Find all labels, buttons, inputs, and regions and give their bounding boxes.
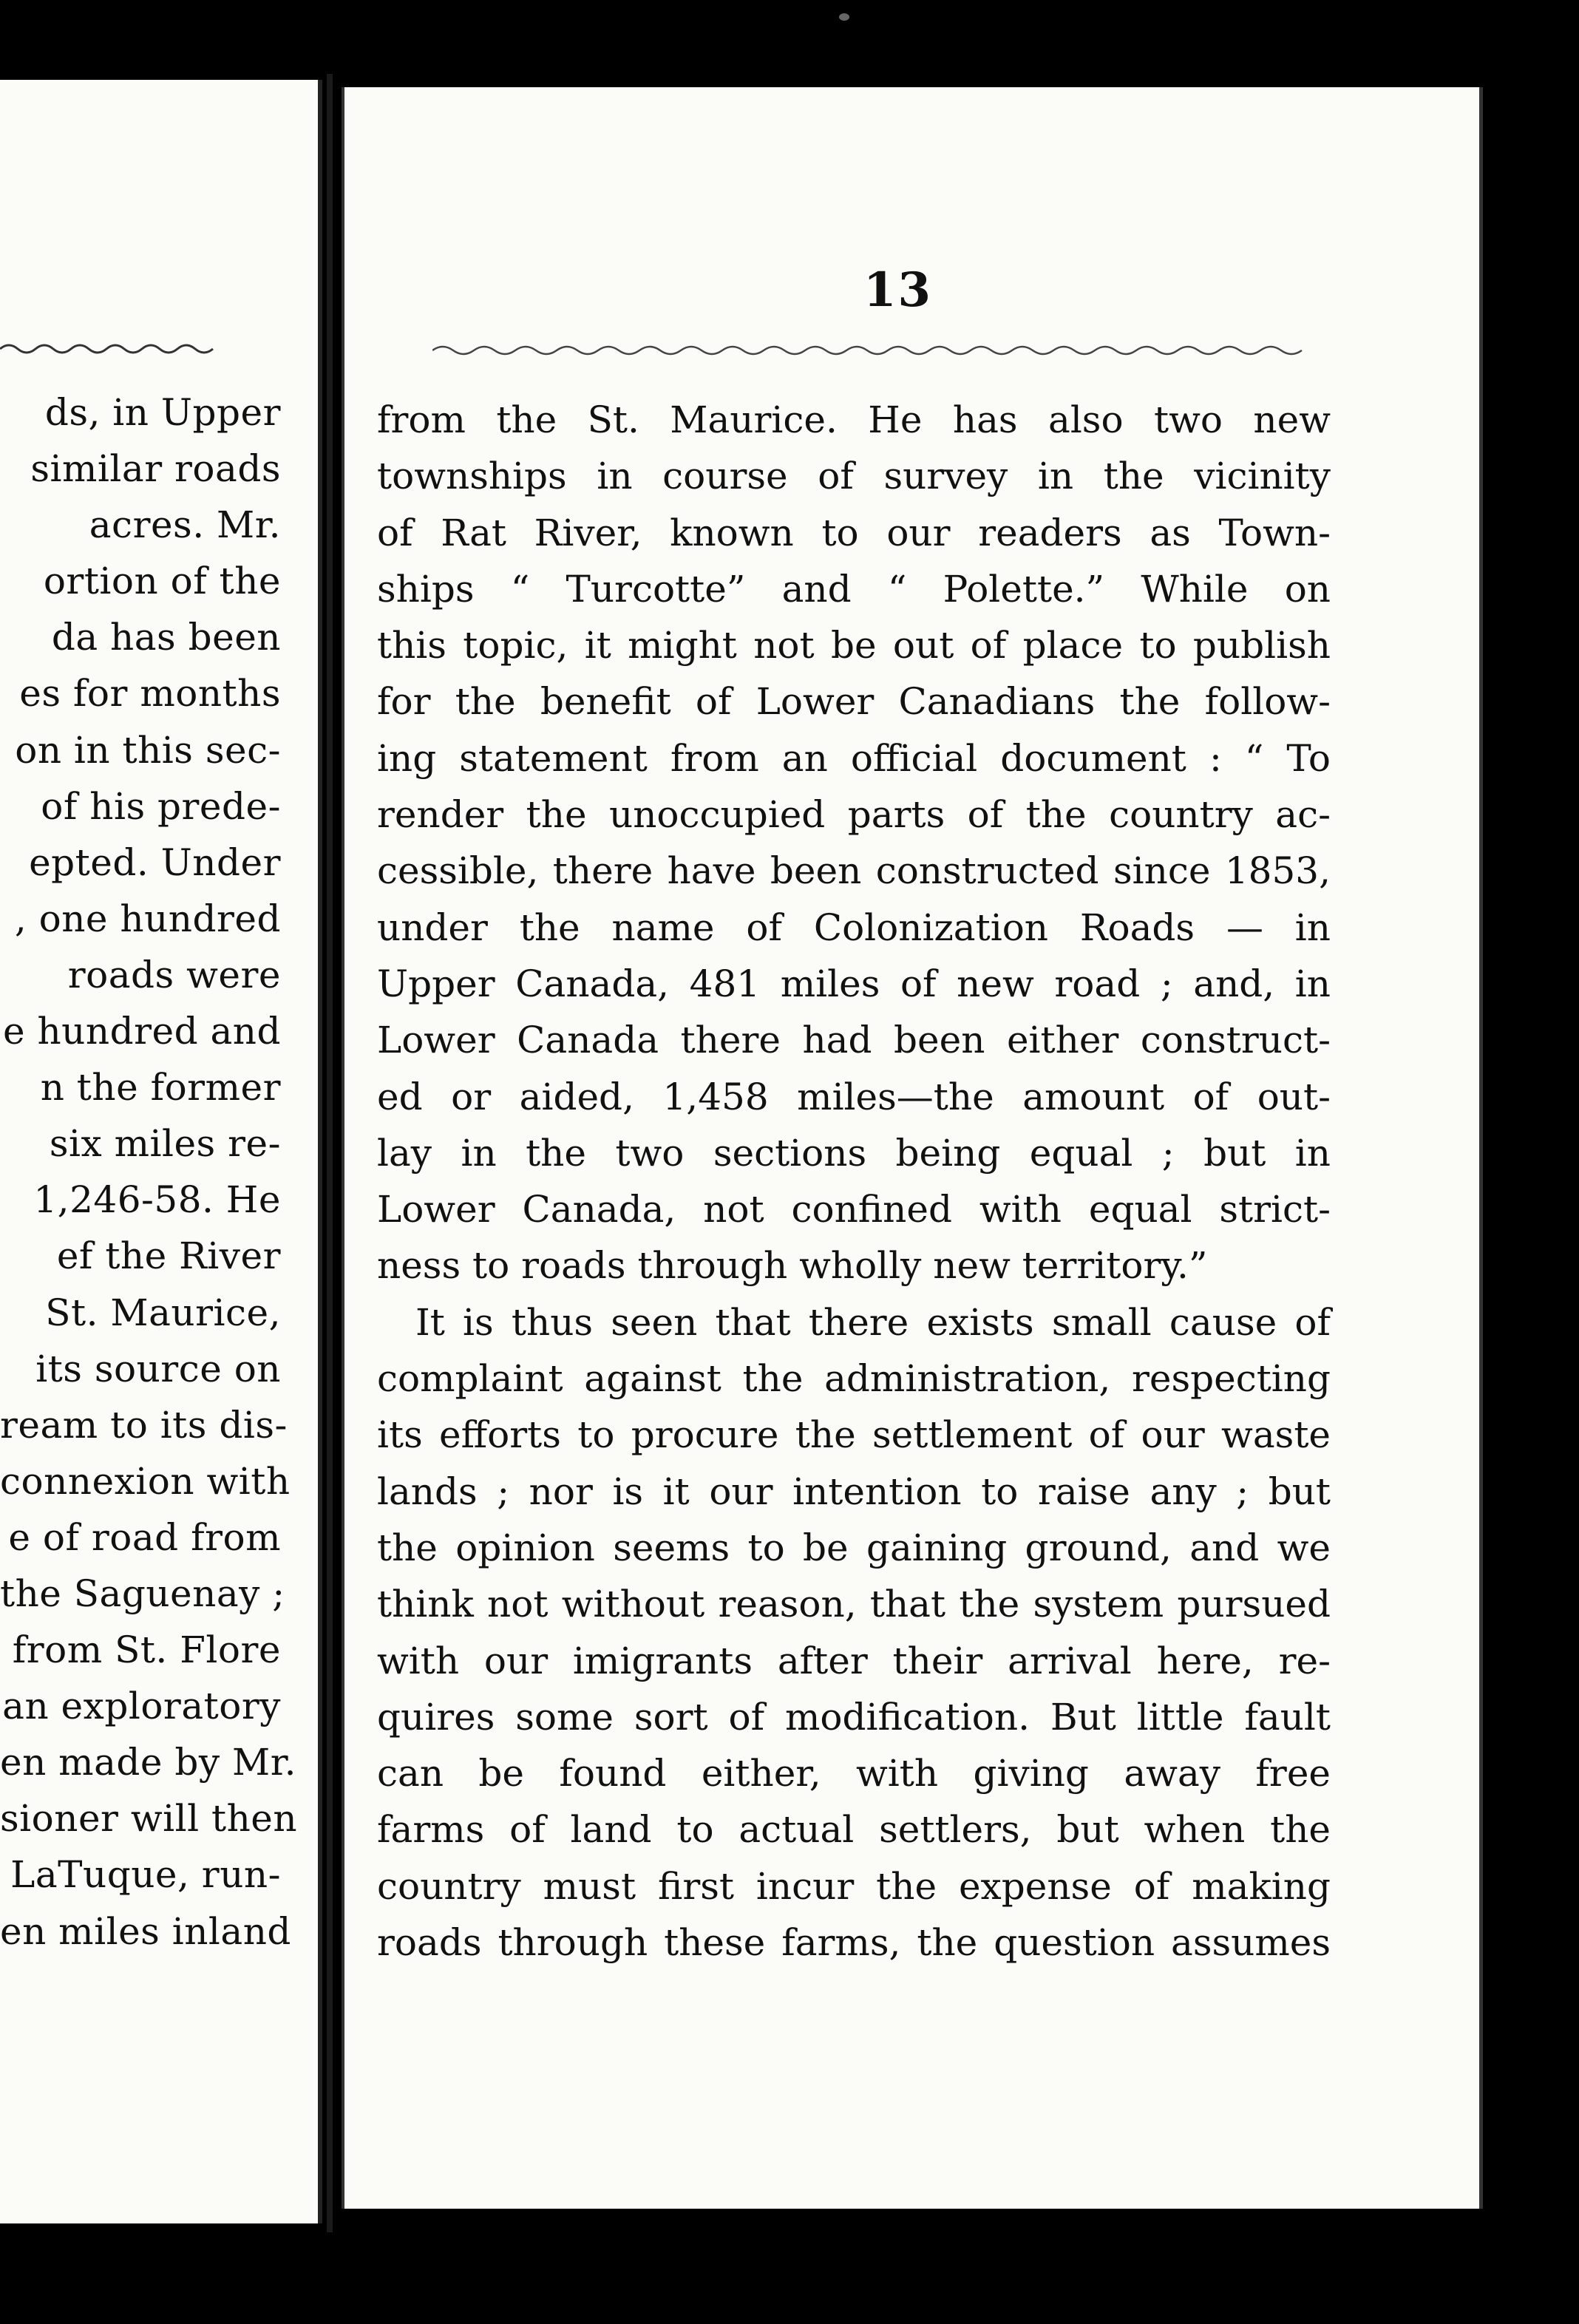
text-line: lands ; nor is it our intention to raise any ; but <box>377 1470 1331 1513</box>
text-line: can be found either, with giving away free <box>377 1752 1331 1795</box>
text-line: the opinion seems to be gaining ground, and we <box>377 1526 1331 1569</box>
text-line: of his prede- <box>41 784 281 828</box>
text-line: lay in the two sections being equal ; but in <box>377 1131 1331 1175</box>
text-line: from St. Flore <box>12 1628 281 1672</box>
text-line: ortion of the <box>43 560 281 603</box>
text-line: of Rat River, known to our readers as Town- <box>377 511 1331 554</box>
text-line: ed or aided, 1,458 miles—the amount of out- <box>377 1075 1331 1118</box>
text-line: n the former <box>40 1066 281 1110</box>
text-line: LaTuque, run- <box>10 1853 281 1897</box>
text-line: epted. Under <box>29 840 281 884</box>
text-line: with our imigrants after their arrival here, re- <box>377 1639 1331 1682</box>
book-gutter <box>327 74 333 2232</box>
text-line: Lower Canada there had been either construct- <box>377 1019 1331 1062</box>
text-line: It is thus seen that there exists small cause of <box>415 1300 1331 1344</box>
text-line: for the benefit of Lower Canadians the follow- <box>377 680 1331 724</box>
text-line: , one hundred <box>14 897 281 940</box>
text-line: sioner will then <box>0 1797 298 1841</box>
text-line: ef the River <box>56 1234 281 1278</box>
text-line: Upper Canada, 481 miles of new road ; and, in <box>377 962 1331 1005</box>
text-line: think not without reason, that the system pursued <box>377 1583 1331 1626</box>
text-line: six miles re- <box>49 1122 281 1166</box>
text-line: townships in course of survey in the vicinity <box>377 455 1331 498</box>
text-line: similar roads <box>30 447 281 491</box>
speck-mark <box>839 13 849 21</box>
text-line: ds, in Upper <box>44 391 281 434</box>
text-line: ness to roads through wholly new territory.” <box>377 1244 1208 1288</box>
text-line: Lower Canada, not confined with equal strict- <box>377 1188 1331 1231</box>
text-line: roads were <box>67 953 281 996</box>
text-line: its efforts to procure the settlement of our waste <box>377 1413 1331 1457</box>
left-page-text <box>0 384 298 1960</box>
text-line: connexion with <box>0 1459 291 1503</box>
text-line: from the St. Maurice. He has also two new <box>377 398 1331 441</box>
text-line: roads through these farms, the question assumes <box>377 1921 1331 1965</box>
text-line: ing statement from an official document : “ To <box>377 736 1331 780</box>
text-line: da has been <box>51 616 281 659</box>
text-line: farms of land to actual settlers, but when the <box>377 1808 1331 1852</box>
page-number: 13 <box>863 262 933 318</box>
text-line: cessible, there have been constructed since 1853, <box>377 849 1331 893</box>
text-line: 1,246-58. He <box>33 1178 281 1222</box>
text-line: en miles inland <box>0 1909 291 1953</box>
right-wavy-rule <box>432 342 1312 359</box>
right-page-text <box>377 392 1331 1971</box>
text-line: this topic, it might not be out of place to publish <box>377 624 1331 667</box>
text-line: St. Maurice, <box>45 1291 281 1334</box>
text-line: en made by Mr. <box>0 1741 297 1784</box>
text-line: the Saguenay ; <box>0 1572 285 1615</box>
text-line: quires some sort of modification. But little fault <box>377 1695 1331 1739</box>
text-line: an exploratory <box>2 1685 281 1728</box>
text-line: on in this sec- <box>15 728 281 772</box>
text-line: e of road from <box>8 1515 281 1559</box>
left-wavy-rule <box>0 339 222 356</box>
text-line: ships “ Turcotte” and “ Polette.” While on <box>377 567 1331 611</box>
text-line: e hundred and <box>2 1010 281 1053</box>
text-line: country must first incur the expense of making <box>377 1864 1331 1908</box>
text-line: complaint against the administration, respecting <box>377 1357 1331 1401</box>
text-line: es for months <box>19 672 281 716</box>
text-line: its source on <box>35 1347 281 1390</box>
text-line: ream to its dis- <box>0 1403 288 1447</box>
text-line: acres. Mr. <box>89 503 281 547</box>
text-line: render the unoccupied parts of the country ac- <box>377 793 1331 837</box>
text-line: under the name of Colonization Roads — in <box>377 906 1331 949</box>
